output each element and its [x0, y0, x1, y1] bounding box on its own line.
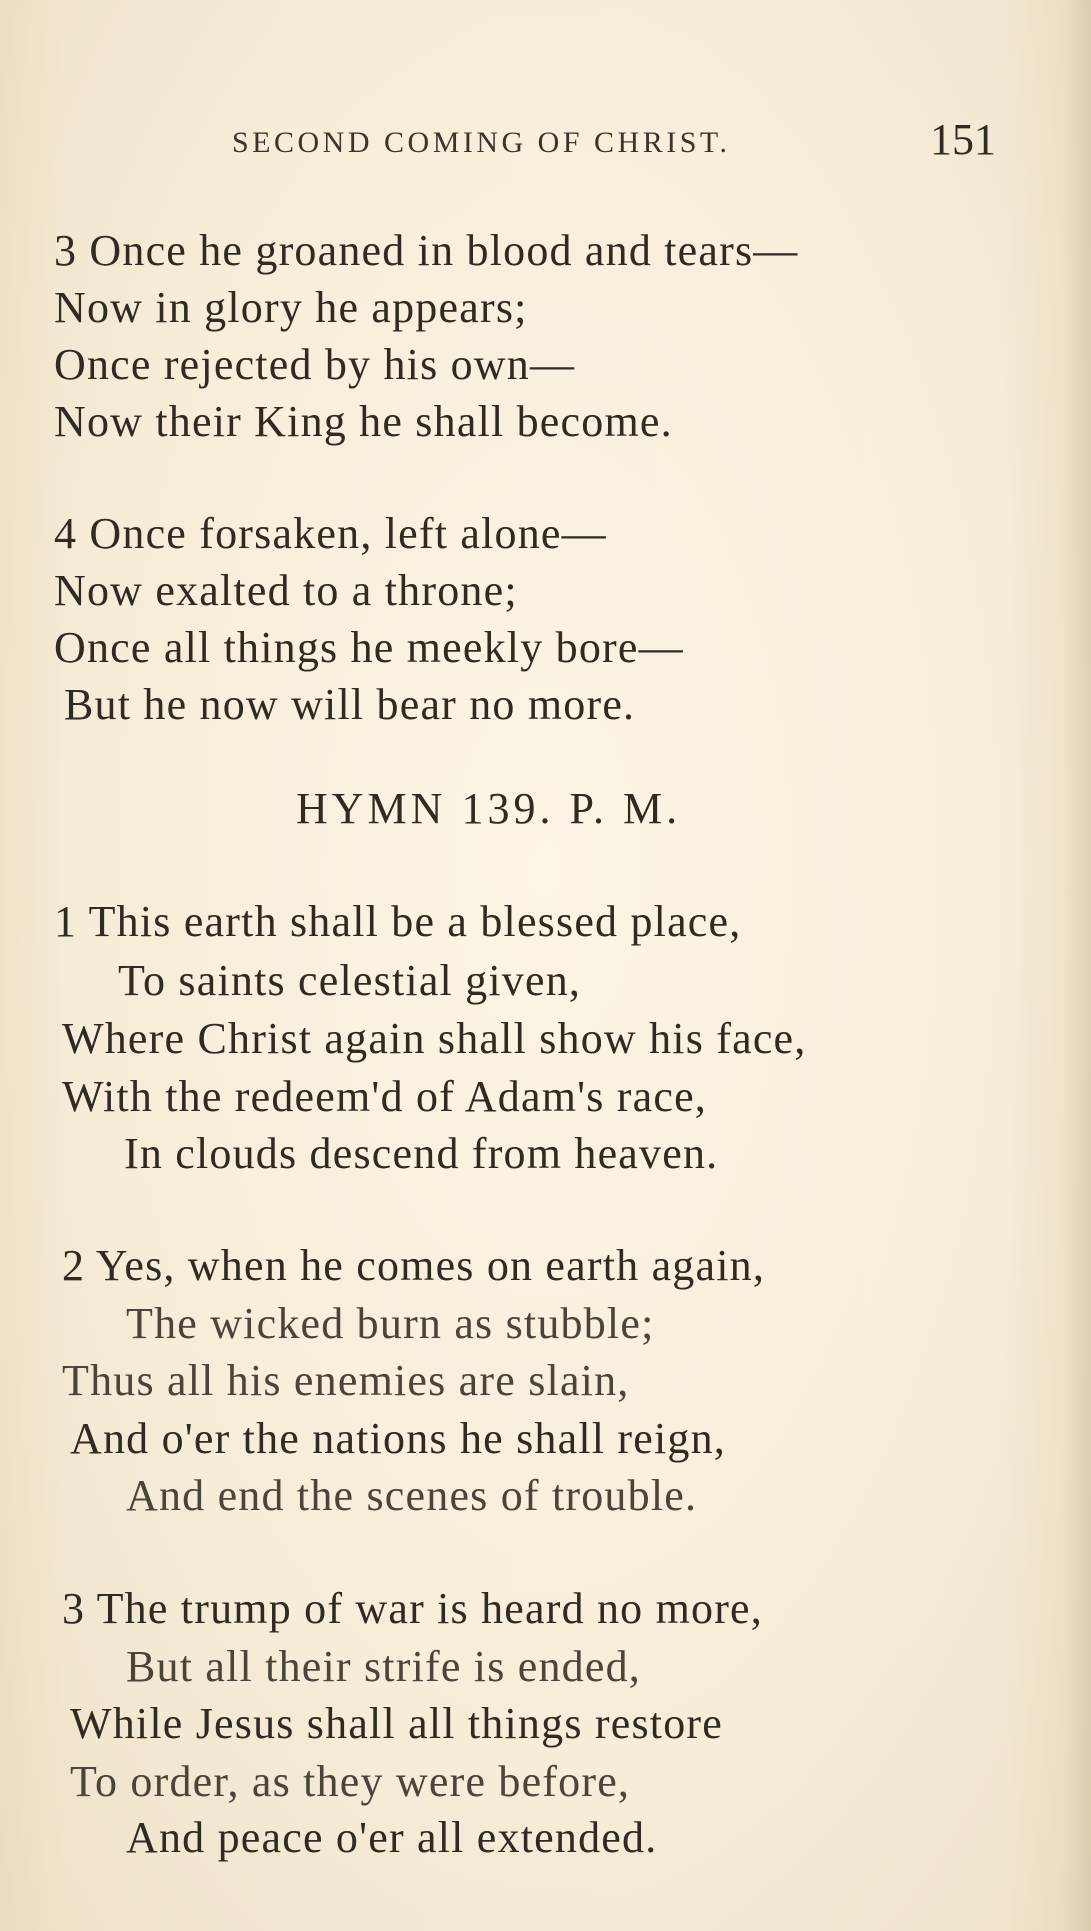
stanza-line: 1 This earth shall be a blessed place, — [54, 897, 742, 946]
stanza-line: 3 The trump of war is heard no more, — [62, 1584, 763, 1633]
page-number: 151 — [930, 115, 996, 164]
stanza-line: And peace o'er all extended. — [126, 1813, 658, 1862]
stanza-line: The wicked burn as stubble; — [126, 1299, 655, 1348]
stanza-line: But he now will bear no more. — [64, 680, 636, 729]
stanza-line: But all their strife is ended, — [126, 1642, 641, 1691]
hymn-title: HYMN 139. P. M. — [296, 784, 682, 833]
page-edge-shadow — [1063, 0, 1091, 1931]
stanza-line: 2 Yes, when he comes on earth again, — [62, 1241, 766, 1290]
stanza-line: 4 Once forsaken, left alone— — [54, 509, 607, 558]
running-head: SECOND COMING OF CHRIST. — [232, 126, 731, 159]
stanza-line: While Jesus shall all things restore — [70, 1699, 723, 1748]
stanza-line: With the redeem'd of Adam's race, — [62, 1072, 708, 1121]
stanza-line: And o'er the nations he shall reign, — [70, 1414, 726, 1463]
stanza-line: In clouds descend from heaven. — [124, 1129, 719, 1178]
stanza-line: Thus all his enemies are slain, — [62, 1356, 630, 1405]
stanza-line: Now in glory he appears; — [54, 283, 528, 332]
stanza-line: And end the scenes of trouble. — [126, 1471, 698, 1520]
stanza-line: Now their King he shall become. — [54, 397, 673, 446]
stanza-line: Once all things he meekly bore— — [54, 623, 684, 672]
stanza-line: Once rejected by his own— — [54, 340, 576, 389]
stanza-line: To saints celestial given, — [118, 956, 582, 1005]
stanza-line: Where Christ again shall show his face, — [62, 1014, 807, 1063]
stanza-line: To order, as they were before, — [70, 1757, 631, 1806]
stanza-line: 3 Once he groaned in blood and tears— — [54, 226, 799, 275]
stanza-line: Now exalted to a throne; — [54, 566, 518, 615]
